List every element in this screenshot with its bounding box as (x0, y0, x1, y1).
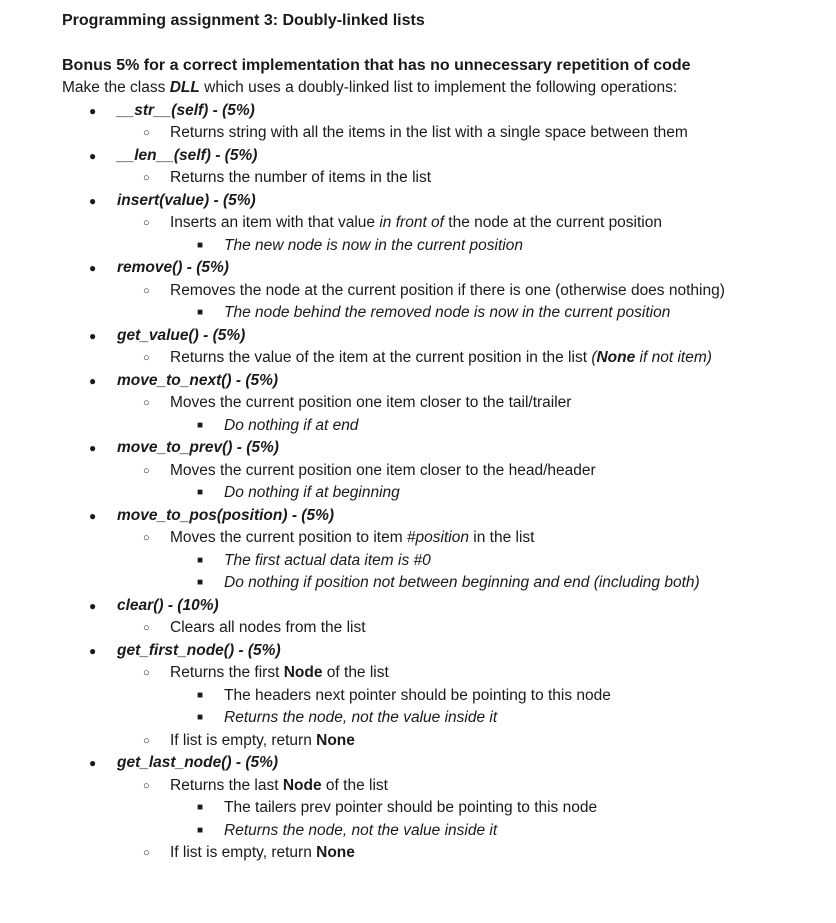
hollow-circle-bullet-icon: ○ (143, 217, 150, 229)
hollow-circle-bullet-icon: ○ (143, 352, 150, 364)
hollow-circle-bullet-icon: ○ (143, 397, 150, 409)
square-bullet-icon: ■ (197, 712, 204, 723)
hollow-circle-bullet-icon: ○ (143, 284, 150, 297)
operation-item (62, 437, 822, 460)
item-text (117, 190, 256, 213)
operation-detail (62, 730, 822, 753)
operation-subdetail (62, 572, 822, 595)
operation-item (62, 640, 822, 663)
text-segment: #position (406, 529, 469, 546)
hollow-circle-bullet-icon: ○ (143, 847, 150, 859)
item-text (224, 415, 358, 438)
item-text (170, 527, 534, 550)
text-segment: Clears all nodes from the list (170, 619, 366, 636)
item-text (170, 280, 725, 303)
square-bullet-icon: ■ (197, 554, 204, 566)
item-text (117, 370, 278, 393)
blank-line (62, 32, 822, 55)
text-segment: Moves the current position to item (170, 529, 407, 546)
hollow-circle-bullet-icon: ○ (143, 779, 150, 792)
text-segment: The new node is now in the current position (224, 236, 523, 254)
text-segment: of the list (321, 776, 388, 794)
text-segment: Node (283, 664, 323, 681)
item-text (117, 437, 279, 460)
filled-circle-bullet-icon: ● (89, 756, 97, 770)
filled-circle-bullet-icon: ● (89, 103, 97, 118)
operation-detail (62, 617, 822, 640)
text-segment: Returns string with all the items in the list with a single space between them (170, 124, 688, 141)
intro-suffix: which uses a doubly-linked list to implement the following operations: (199, 79, 678, 96)
text-segment: clear() - (10%) (117, 596, 219, 614)
operation-detail (62, 280, 822, 303)
operation-detail (62, 392, 822, 415)
assignment-document (62, 10, 822, 865)
hollow-circle-bullet-icon: ○ (143, 464, 150, 477)
text-segment: If list is empty, return (170, 844, 317, 861)
item-text (224, 550, 431, 573)
item-text (170, 122, 688, 145)
operation-detail (62, 122, 822, 145)
text-segment: None (316, 731, 355, 749)
item-text (117, 100, 255, 123)
item-text (117, 595, 219, 618)
operation-detail (62, 460, 822, 483)
text-segment: Do nothing if at beginning (224, 484, 400, 501)
text-segment: Do nothing if at end (224, 416, 359, 434)
square-bullet-icon: ■ (197, 307, 204, 318)
text-segment: Moves the current position one item closer to the tail/trailer (170, 394, 572, 411)
operation-subdetail (62, 820, 822, 843)
square-bullet-icon: ■ (197, 689, 204, 701)
text-segment: if not item) (635, 349, 712, 366)
text-segment: Moves the current position one item closer to the head/header (170, 461, 596, 479)
hollow-circle-bullet-icon: ○ (143, 734, 150, 747)
item-text (170, 460, 596, 483)
operation-item (62, 370, 822, 393)
item-text (224, 820, 497, 843)
filled-circle-bullet-icon: ● (89, 598, 97, 613)
text-segment: Returns the node, not the value inside it (224, 709, 498, 726)
operation-subdetail (62, 550, 822, 573)
document-title: Programming assignment 3: Doubly-linked lists (62, 12, 425, 29)
operation-detail (62, 842, 822, 865)
operation-item (62, 145, 822, 168)
item-text (224, 302, 670, 325)
operation-detail (62, 167, 822, 190)
operation-list (62, 100, 822, 865)
hollow-circle-bullet-icon: ○ (143, 172, 150, 184)
square-bullet-icon: ■ (197, 577, 204, 588)
item-text (170, 775, 388, 798)
item-text (117, 257, 229, 280)
operation-item (62, 257, 822, 280)
operation-subdetail (62, 685, 822, 708)
text-segment: Returns the value of the item at the current position in the list (170, 349, 592, 366)
text-segment: ( (591, 349, 597, 366)
text-segment: get_value() - (5%) (117, 326, 246, 344)
text-segment: Do nothing if position not between beginning and end (including both) (224, 574, 700, 591)
operation-item (62, 190, 822, 213)
text-segment: Removes the node at the current position if there is one (otherwise does nothing) (170, 281, 725, 299)
intro-paragraph (62, 77, 822, 100)
text-segment: Returns the last (170, 776, 283, 794)
square-bullet-icon: ■ (197, 239, 204, 251)
filled-circle-bullet-icon: ● (89, 261, 97, 275)
filled-circle-bullet-icon: ● (89, 148, 97, 163)
text-segment: in front of (379, 214, 444, 231)
hollow-circle-bullet-icon: ○ (143, 667, 150, 679)
operation-detail (62, 775, 822, 798)
text-segment: Returns the node, not the value inside it (224, 821, 498, 839)
text-segment: of the list (322, 664, 389, 681)
operation-subdetail (62, 707, 822, 730)
text-segment: Node (282, 776, 322, 794)
item-text (224, 235, 523, 258)
text-segment: __len__(self) - (5%) (117, 146, 258, 164)
operation-subdetail (62, 797, 822, 820)
operation-subdetail (62, 235, 822, 258)
item-text (224, 685, 611, 708)
text-segment: insert(value) - (5%) (117, 191, 256, 209)
filled-circle-bullet-icon: ● (89, 508, 97, 523)
text-segment: Returns the first (170, 664, 284, 681)
text-segment: the node at the current position (443, 214, 662, 231)
text-segment: Inserts an item with that value (170, 214, 380, 231)
text-segment: in the list (468, 529, 535, 546)
filled-circle-bullet-icon: ● (89, 328, 97, 343)
text-segment: The node behind the removed node is now in the current position (224, 304, 671, 321)
hollow-circle-bullet-icon: ○ (143, 532, 150, 544)
square-bullet-icon: ■ (197, 802, 204, 813)
operation-item (62, 100, 822, 123)
item-text (224, 482, 400, 505)
operation-subdetail (62, 482, 822, 505)
text-segment: None (596, 349, 636, 366)
filled-circle-bullet-icon: ● (89, 373, 97, 388)
text-segment: The tailers prev pointer should be pointing to this node (224, 799, 598, 816)
square-bullet-icon: ■ (197, 487, 204, 498)
operation-item (62, 752, 822, 775)
text-segment: None (316, 844, 355, 861)
text-segment: move_to_pos(position) - (5%) (117, 506, 335, 524)
operation-item (62, 325, 822, 348)
filled-circle-bullet-icon: ● (89, 643, 97, 658)
item-text (170, 392, 571, 415)
item-text (117, 325, 245, 348)
item-text (117, 505, 334, 528)
item-text (170, 730, 355, 753)
item-text (224, 572, 700, 595)
item-text (117, 640, 281, 663)
item-text (170, 347, 712, 370)
item-text (170, 167, 431, 190)
text-segment: The headers next pointer should be pointing to this node (224, 686, 611, 704)
square-bullet-icon: ■ (197, 824, 204, 836)
text-segment: __str__(self) - (5%) (117, 101, 255, 119)
operation-item (62, 595, 822, 618)
filled-circle-bullet-icon: ● (89, 441, 97, 455)
item-text (170, 842, 355, 865)
item-text (224, 797, 597, 820)
text-segment: move_to_next() - (5%) (117, 371, 279, 389)
text-segment: get_first_node() - (5%) (117, 641, 281, 659)
operation-detail (62, 347, 822, 370)
text-segment: move_to_prev() - (5%) (117, 439, 279, 456)
operation-subdetail (62, 415, 822, 438)
hollow-circle-bullet-icon: ○ (143, 622, 150, 634)
square-bullet-icon: ■ (197, 419, 204, 431)
item-text (170, 617, 366, 640)
operation-detail (62, 662, 822, 685)
item-text (170, 662, 389, 685)
item-text (117, 145, 257, 168)
operation-subdetail (62, 302, 822, 325)
operation-detail (62, 527, 822, 550)
filled-circle-bullet-icon: ● (89, 193, 97, 208)
intro-prefix: Make the class (62, 79, 170, 96)
item-text (170, 212, 662, 235)
class-name: DLL (169, 79, 200, 96)
item-text (117, 752, 278, 775)
bonus-note: Bonus 5% for a correct implementation that has no unnecessary repetition of code (62, 57, 691, 74)
operation-detail (62, 212, 822, 235)
text-segment: If list is empty, return (170, 731, 317, 749)
text-segment: The first actual data item is #0 (224, 551, 431, 569)
text-segment: Returns the number of items in the list (170, 169, 432, 186)
text-segment: get_last_node() - (5%) (117, 754, 279, 771)
text-segment: remove() - (5%) (117, 259, 229, 276)
operation-item (62, 505, 822, 528)
hollow-circle-bullet-icon: ○ (143, 127, 150, 139)
item-text (224, 707, 497, 730)
